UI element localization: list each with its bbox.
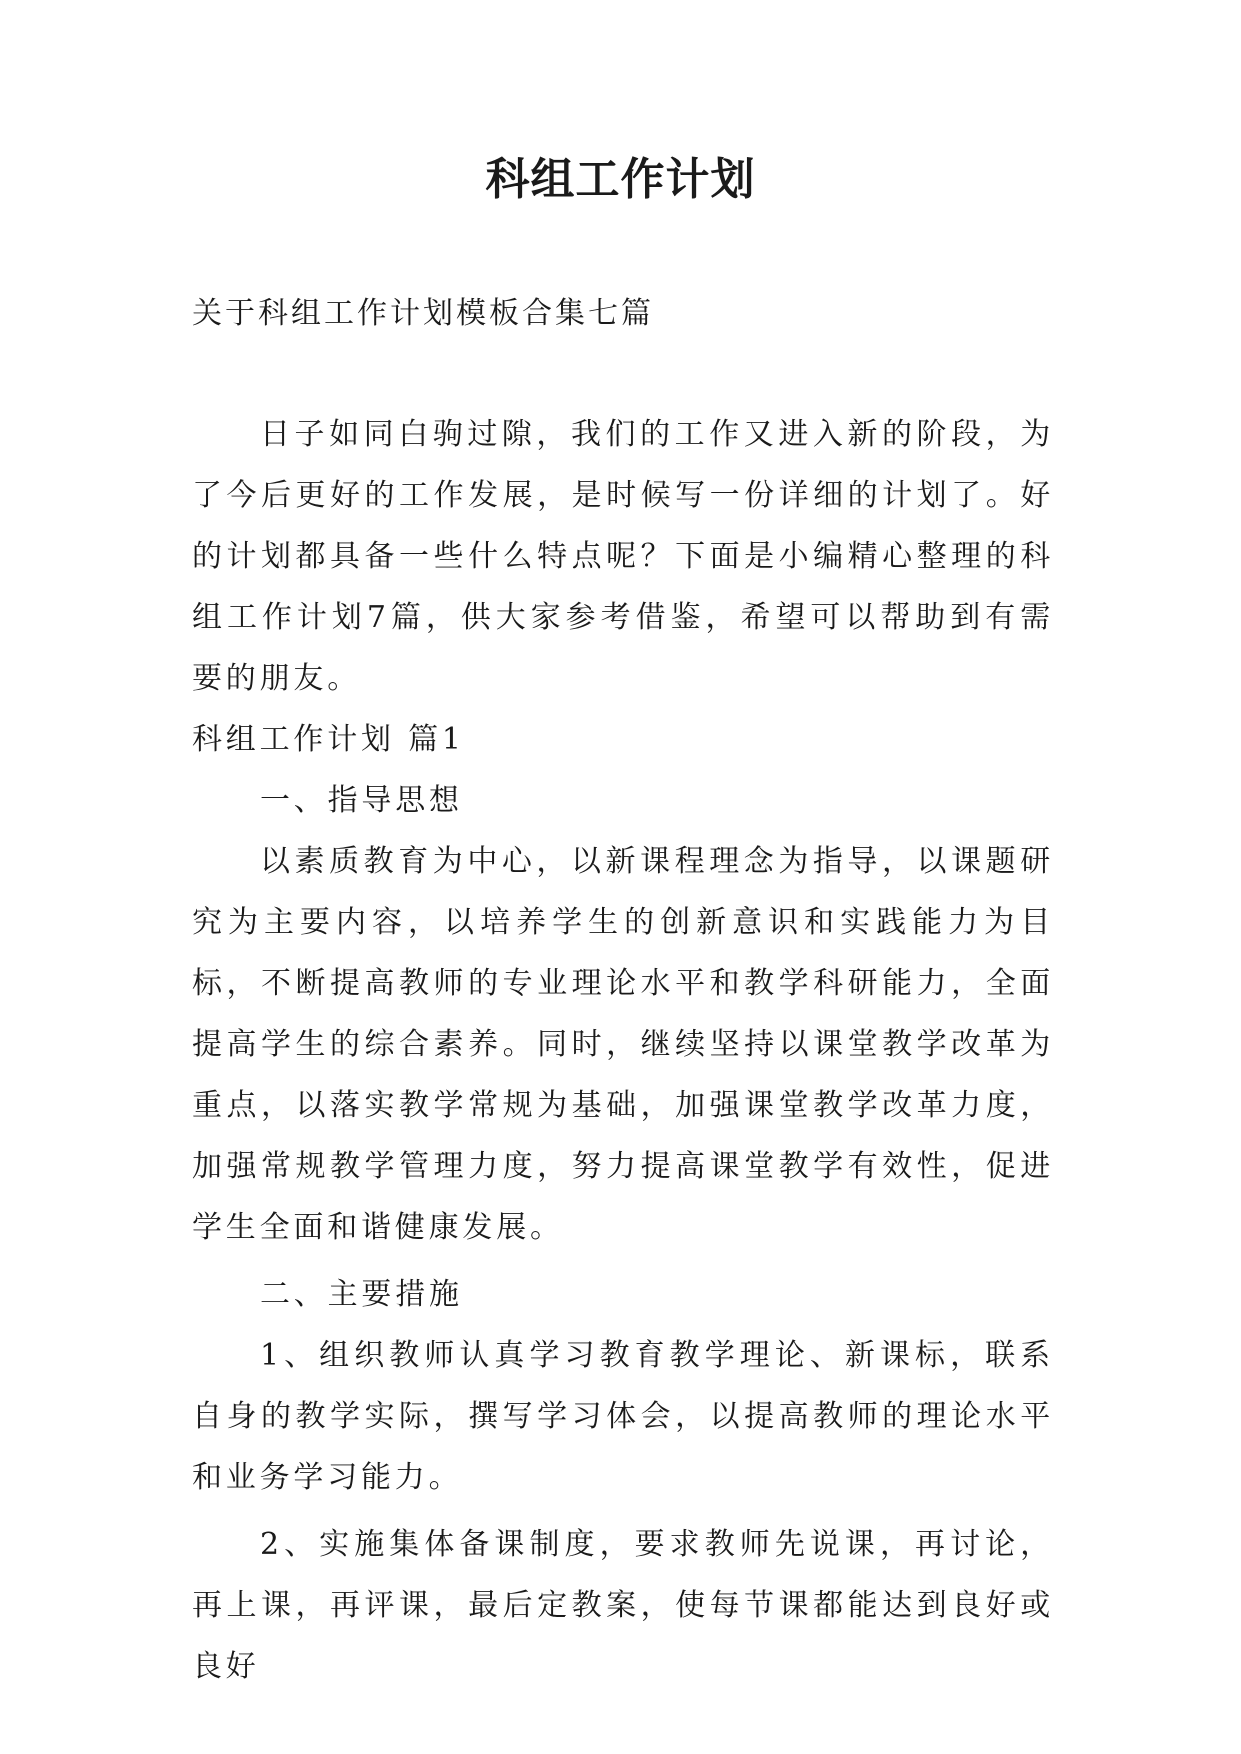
document-subtitle: 关于科组工作计划模板合集七篇 [192,296,654,331]
section-title: 科组工作计划 篇1 [192,722,465,757]
intro-paragraph: 日子如同白驹过隙，我们的工作又进入新的阶段，为了今后更好的工作发展，是时候写一份详细的计划了。好的计划都具备一些什么特点呢？下面是小编精心整理的科组工作计划7篇，供大家参考借鉴，希望可以帮助到有需要的朋友。 [192,417,1054,696]
document-body [192,404,1054,1697]
section-heading-main-measures: 二、主要措施 [260,1277,463,1312]
guiding-thought-paragraph: 以素质教育为中心，以新课程理念为指导，以课题研究为主要内容，以培养学生的创新意识和实践能力为目标，不断提高教师的专业理论水平和教学科研能力，全面提高学生的综合素养。同时，继续坚持以课堂教学改革为重点，以落实教学常规为基础，加强课堂教学改革力度，加强常规教学管理力度，努力提高课堂教学有效性，促进学生全面和谐健康发展。 [192,844,1054,1245]
measure-item-1: 1、组织教师认真学习教育教学理论、新课标，联系自身的教学实际，撰写学习体会，以提高教师的理论水平和业务学习能力。 [192,1338,1054,1495]
section-heading-guiding-thought: 一、指导思想 [260,783,463,818]
measure-item-2: 2、实施集体备课制度，要求教师先说课，再讨论，再上课，再评课，最后定教案，使每节课都能达到良好或良好 [192,1527,1054,1684]
document-title: 科组工作计划 [485,154,756,205]
